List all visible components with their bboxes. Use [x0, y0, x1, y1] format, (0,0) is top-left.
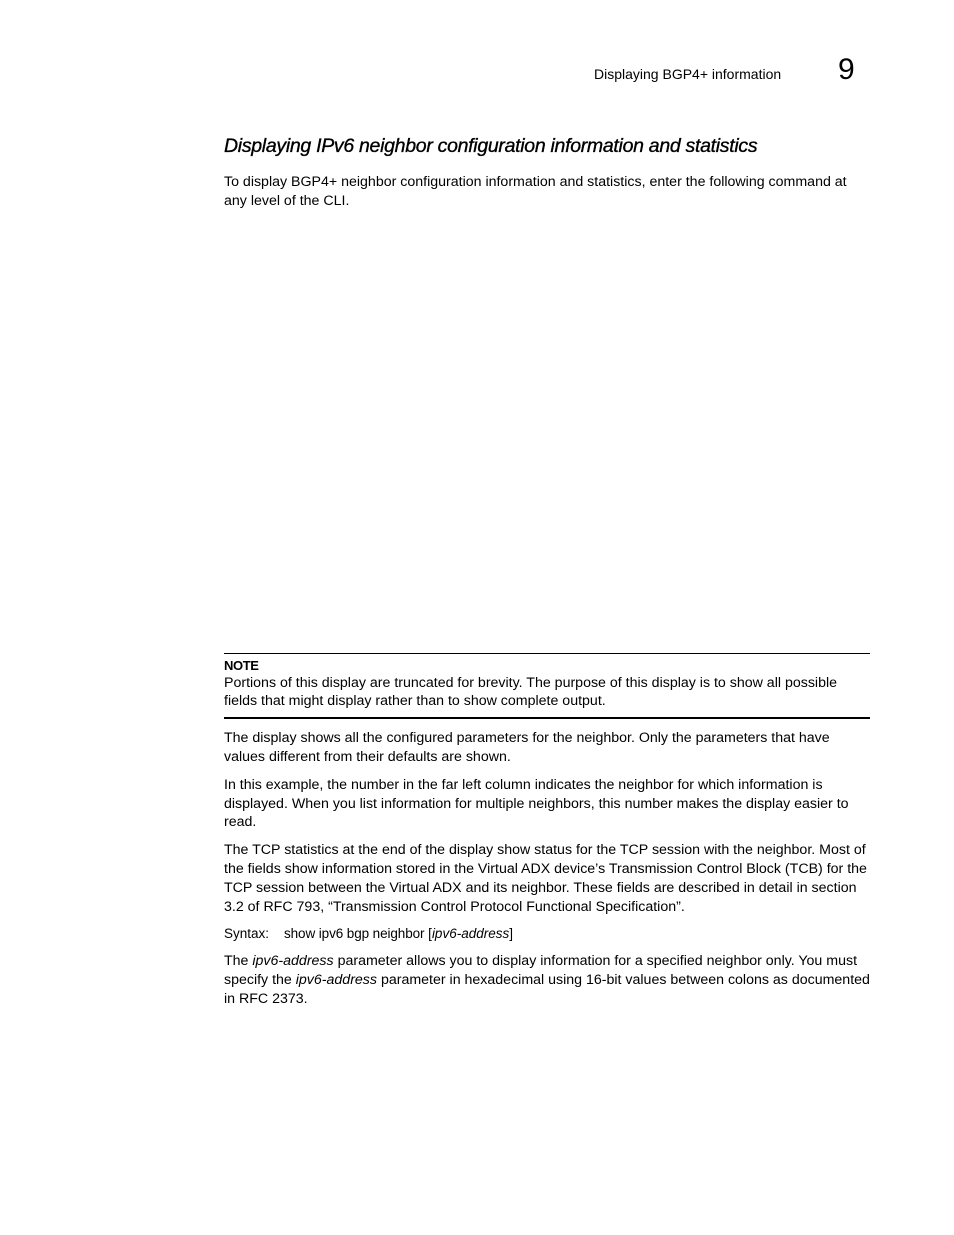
param-desc-part1: The	[224, 953, 253, 970]
param-desc-param1: ipv6-address	[252, 953, 334, 970]
paragraph-tcp-statistics: The TCP statistics at the end of the display show status for the TCP session with the neighbor. Most of the fields show information stored in the Virtual ADX device’s Transmission Control Block (TCB) for the TCP session between the Virtual ADX and its neighbor. These fields are described in detail in section 3.2 of RFC 793, “Transmission Control Protocol Functional Specification”.	[224, 842, 867, 915]
paragraph-neighbor-column: In this example, the number in the far left column indicates the neighbor for which information is displayed. When you list information for multiple neighbors, this number makes the display easier to read.	[224, 776, 849, 831]
paragraph-configured-parameters: The display shows all the configured parameters for the neighbor. Only the parameters that have values different from their defaults are shown.	[224, 730, 830, 765]
page-content	[224, 133, 870, 1009]
param-desc-part3: parameter in hexadecimal using 16-bit values between colons as documented in RFC 2373.	[224, 972, 870, 1007]
syntax-line	[224, 925, 870, 943]
syntax-label: Syntax:	[224, 926, 270, 942]
running-header: Displaying BGP4+ information	[594, 66, 782, 82]
section-title: Displaying IPv6 neighbor configuration information and statistics	[224, 135, 758, 157]
param-desc-part2: parameter allows you to display information for a specified neighbor only. You must specify the	[224, 953, 858, 989]
syntax-param: ipv6-address	[431, 926, 510, 942]
command-output-area	[224, 211, 870, 653]
note-label: NOTE	[224, 657, 259, 673]
chapter-number: 9	[838, 53, 855, 86]
note-text: Portions of this display are truncated for brevity. The purpose of this display is to show all possible fields that might display rather than to show complete output.	[224, 674, 837, 710]
syntax-close-bracket: ]	[509, 926, 513, 942]
paragraph-param-description	[224, 952, 870, 1008]
intro-paragraph: To display BGP4+ neighbor configuration information and statistics, enter the following command at any level of the CLI.	[224, 174, 847, 209]
note-box	[224, 653, 870, 720]
syntax-open-bracket: [	[428, 926, 432, 942]
syntax-command: show ipv6 bgp neighbor	[284, 926, 425, 942]
param-desc-param2: ipv6-address	[295, 972, 377, 989]
